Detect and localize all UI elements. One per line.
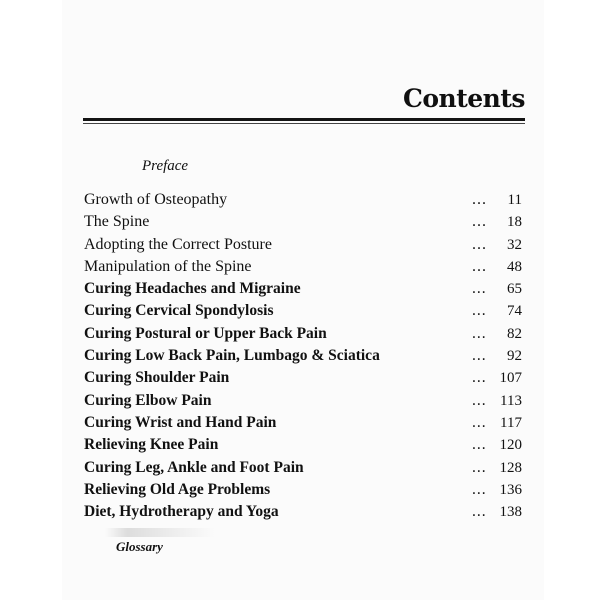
toc-entry-title: Adopting the Correct Posture: [84, 235, 272, 253]
toc-page-number: 74: [507, 303, 522, 320]
glossary-label: Glossary: [116, 539, 163, 554]
toc-entry: [84, 189, 524, 211]
toc-entry: [84, 479, 524, 501]
page-title: Contents: [402, 84, 525, 113]
toc-page-number: 128: [499, 459, 522, 476]
toc-entry: [84, 367, 524, 389]
table-of-contents: [84, 189, 524, 523]
toc-leader-dots: ...: [472, 480, 487, 498]
toc-entry: [84, 323, 524, 345]
toc-leader-dots: ...: [472, 503, 487, 521]
toc-leader-dots: ...: [472, 347, 487, 365]
preface-label: Preface: [142, 158, 189, 174]
toc-entry: [84, 211, 524, 233]
toc-entry: [84, 300, 524, 322]
toc-page-number: 117: [500, 414, 522, 431]
toc-entry-title: Relieving Old Age Problems: [84, 480, 271, 498]
toc-entry: [84, 457, 524, 479]
toc-entry: [84, 412, 524, 434]
toc-entry: [84, 345, 524, 367]
toc-leader-dots: ...: [472, 191, 487, 208]
toc-entry-title: Curing Low Back Pain, Lumbago & Sciatica: [84, 347, 380, 365]
toc-page-number: 65: [507, 281, 522, 298]
toc-leader-dots: ...: [472, 436, 487, 454]
toc-page-number: 107: [499, 370, 522, 387]
toc-entry-title: Curing Shoulder Pain: [84, 369, 230, 387]
toc-leader-dots: ...: [472, 213, 487, 231]
toc-page-number: 82: [507, 325, 522, 342]
toc-entry-title: Relieving Knee Pain: [84, 436, 219, 454]
toc-leader-dots: ...: [472, 257, 487, 275]
toc-entry: [84, 256, 524, 278]
toc-page-number: 11: [507, 192, 522, 208]
title-rule-thick: [83, 118, 525, 121]
toc-leader-dots: ...: [472, 280, 487, 298]
title-rule-thin: [83, 123, 525, 124]
toc-entry-title: Curing Cervical Spondylosis: [84, 302, 274, 320]
toc-entry-title: The Spine: [84, 213, 150, 231]
toc-entry: [84, 390, 524, 412]
toc-page-number: 32: [507, 236, 522, 253]
toc-entry: [84, 234, 524, 256]
toc-leader-dots: ...: [472, 235, 487, 253]
toc-entry-title: Growth of Osteopathy: [84, 191, 228, 208]
toc-entry-title: Manipulation of the Spine: [84, 257, 252, 275]
toc-leader-dots: ...: [472, 391, 487, 409]
toc-entry: [84, 434, 524, 456]
toc-entry-title: Diet, Hydrotherapy and Yoga: [84, 503, 279, 521]
ink-smudge: [105, 528, 215, 537]
toc-leader-dots: ...: [472, 458, 487, 476]
toc-page-number: 92: [507, 348, 522, 365]
toc-entry-title: Curing Leg, Ankle and Foot Pain: [84, 458, 304, 476]
toc-page-number: 136: [499, 481, 522, 498]
toc-leader-dots: ...: [472, 369, 487, 387]
toc-entry-title: Curing Elbow Pain: [84, 391, 212, 409]
toc-leader-dots: ...: [472, 413, 487, 431]
toc-page-number: 138: [499, 504, 522, 521]
toc-page-number: 18: [507, 214, 522, 231]
toc-entry: [84, 501, 524, 523]
toc-leader-dots: ...: [472, 324, 487, 342]
toc-entry-title: Curing Postural or Upper Back Pain: [84, 324, 327, 342]
toc-entry: [84, 278, 524, 300]
toc-entry-title: Curing Wrist and Hand Pain: [84, 413, 277, 431]
toc-page-number: 113: [500, 392, 522, 409]
toc-page-number: 48: [507, 258, 522, 275]
toc-entry-title: Curing Headaches and Migraine: [84, 280, 301, 298]
toc-leader-dots: ...: [472, 302, 487, 320]
toc-page-number: 120: [499, 437, 522, 454]
